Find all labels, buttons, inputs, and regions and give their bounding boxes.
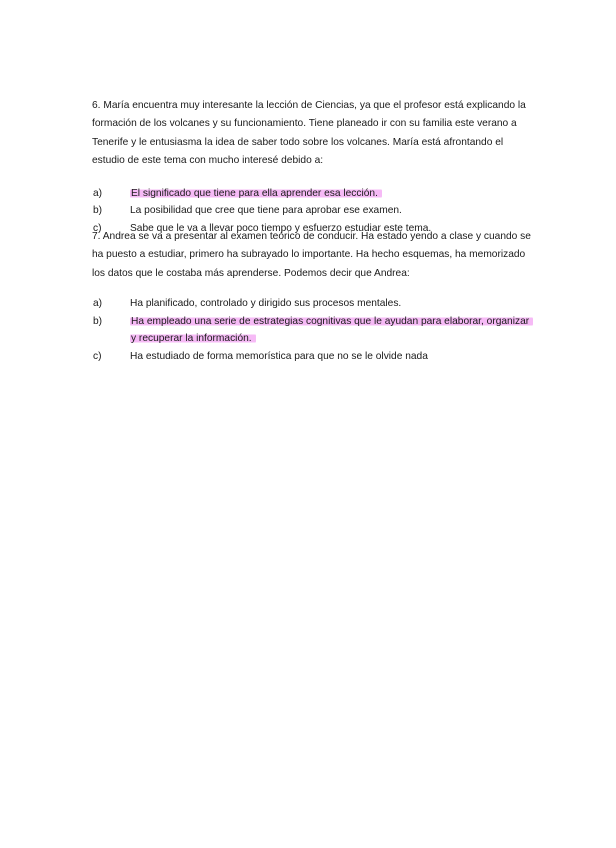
question-7-option-a <box>92 295 532 313</box>
option-text: Ha planificado, controlado y dirigido sus procesos mentales. <box>130 298 402 310</box>
option-letter: c) <box>93 222 102 234</box>
option-text <box>130 313 532 348</box>
option-letter: b) <box>93 205 103 217</box>
option-text: Sabe que le va a llevar poco tiempo y esfuerzo estudiar este tema. <box>130 222 432 234</box>
option-text: Ha estudiado de forma memorística para que no se le olvide nada <box>130 351 428 362</box>
question-6-option-a <box>92 185 532 203</box>
option-letter: a) <box>93 187 103 199</box>
option-letter: c) <box>93 351 102 362</box>
question-7-option-c <box>92 348 532 366</box>
highlighted-text: El significado que tiene para ella aprender esa lección. <box>130 188 382 199</box>
question-7-option-b <box>92 313 532 348</box>
option-text: La posibilidad que cree que tiene para aprobar ese examen. <box>130 205 402 217</box>
option-text <box>130 185 532 203</box>
option-letter: b) <box>93 315 103 327</box>
question-7-options <box>92 295 532 365</box>
question-7-stem: 7. Andrea se va a presentar al examen teórico de conducir. Ha estado yendo a clase y cuando se ha puesto a estudiar, primero ha subrayado lo importante. Ha hecho esquemas, ha memorizado los datos que le costaba más aprenderse. Podemos decir que Andrea: <box>92 231 531 279</box>
question-6-option-b <box>92 202 532 220</box>
question-7 <box>92 228 532 366</box>
question-6-stem: 6. María encuentra muy interesante la lección de Ciencias, ya que el profesor está explicando la formación de los volcanes y su funcionamiento. Tiene planeado ir con su familia este verano a Tenerife y le entusiasma la idea de saber todo sobre los volcanes. María está afrontando el estudio de este tema con mucho interesé debido a: <box>92 100 526 167</box>
question-6 <box>92 97 532 237</box>
highlighted-text: Ha empleado una serie de estrategias cognitivas que le ayudan para elaborar, organizar y recuperar la información. <box>130 316 533 345</box>
option-letter: a) <box>93 298 103 310</box>
